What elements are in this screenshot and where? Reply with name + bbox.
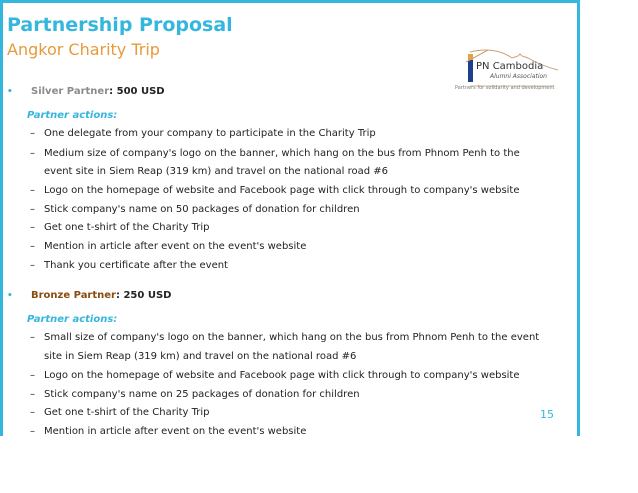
list-item-text: Small size of company's logo on the banner, which hang on the bus from Phnom Penh to the event bbox=[44, 332, 540, 343]
list-item-continuation: event site in Siem Reap (319 km) and travel on the national road #6 bbox=[44, 166, 388, 177]
list-item bbox=[30, 426, 306, 436]
dash-icon: – bbox=[30, 370, 35, 381]
dash-icon: – bbox=[30, 389, 35, 400]
logo-subline: Alumni Association bbox=[490, 73, 547, 80]
bullet-icon: • bbox=[7, 87, 13, 97]
bronze-actions-heading: Partner actions: bbox=[27, 314, 118, 325]
pn-cambodia-logo bbox=[450, 44, 562, 102]
list-item-text: Medium size of company's logo on the banner, which hang on the bus from Phnom Penh to the bbox=[44, 148, 520, 159]
dash-icon: – bbox=[30, 426, 35, 436]
page-number: 15 bbox=[540, 408, 554, 421]
slide-title: Partnership Proposal bbox=[7, 14, 233, 36]
slide-border-top bbox=[0, 0, 580, 3]
list-item bbox=[30, 241, 306, 252]
slide-border-right bbox=[577, 0, 580, 436]
list-item-text: Stick company's name on 50 packages of donation for children bbox=[44, 204, 360, 215]
list-item bbox=[30, 222, 210, 233]
dash-icon: – bbox=[30, 407, 35, 418]
silver-partner-name: Silver Partner bbox=[31, 86, 110, 97]
list-item-text: Logo on the homepage of website and Facebook page with click through to company's website bbox=[44, 185, 520, 196]
logo-name: PN Cambodia bbox=[476, 61, 544, 72]
bronze-partner-name: Bronze Partner bbox=[31, 290, 116, 301]
slide-subtitle: Angkor Charity Trip bbox=[7, 40, 160, 59]
silver-actions-heading: Partner actions: bbox=[27, 110, 118, 121]
list-item bbox=[30, 185, 520, 196]
slide-border-left bbox=[0, 0, 3, 436]
list-item bbox=[30, 332, 539, 343]
bronze-partner-price: : 250 USD bbox=[115, 290, 172, 301]
list-item-text: Stick company's name on 25 packages of donation for children bbox=[44, 389, 360, 400]
logo-tagline: Partners for solidarity and development bbox=[455, 85, 555, 91]
list-item bbox=[30, 370, 520, 381]
silver-partner-heading bbox=[7, 86, 165, 97]
list-item bbox=[30, 389, 360, 400]
silver-partner-price: : 500 USD bbox=[109, 86, 165, 97]
list-item-text: Get one t-shirt of the Charity Trip bbox=[44, 407, 210, 418]
dash-icon: – bbox=[30, 332, 35, 343]
list-item-text: Thank you certificate after the event bbox=[44, 260, 228, 271]
list-item-text: Mention in article after event on the event's website bbox=[44, 426, 307, 436]
dash-icon: – bbox=[30, 222, 35, 233]
dash-icon: – bbox=[30, 241, 35, 252]
dash-icon: – bbox=[30, 260, 35, 271]
dash-icon: – bbox=[30, 185, 35, 196]
list-item bbox=[30, 204, 360, 215]
bullet-icon: • bbox=[7, 291, 13, 301]
list-item bbox=[30, 407, 210, 418]
list-item-text: Mention in article after event on the event's website bbox=[44, 241, 307, 252]
dash-icon: – bbox=[30, 204, 35, 215]
dash-icon: – bbox=[30, 128, 35, 139]
list-item bbox=[30, 260, 228, 271]
list-item-text: Get one t-shirt of the Charity Trip bbox=[44, 222, 210, 233]
list-item bbox=[30, 148, 520, 159]
list-item bbox=[30, 128, 376, 139]
list-item-text: One delegate from your company to participate in the Charity Trip bbox=[44, 128, 376, 139]
list-item-continuation: site in Siem Reap (319 km) and travel on the national road #6 bbox=[44, 351, 357, 362]
dash-icon: – bbox=[30, 148, 35, 159]
list-item-text: Logo on the homepage of website and Facebook page with click through to company's website bbox=[44, 370, 520, 381]
bronze-partner-heading bbox=[7, 290, 171, 301]
